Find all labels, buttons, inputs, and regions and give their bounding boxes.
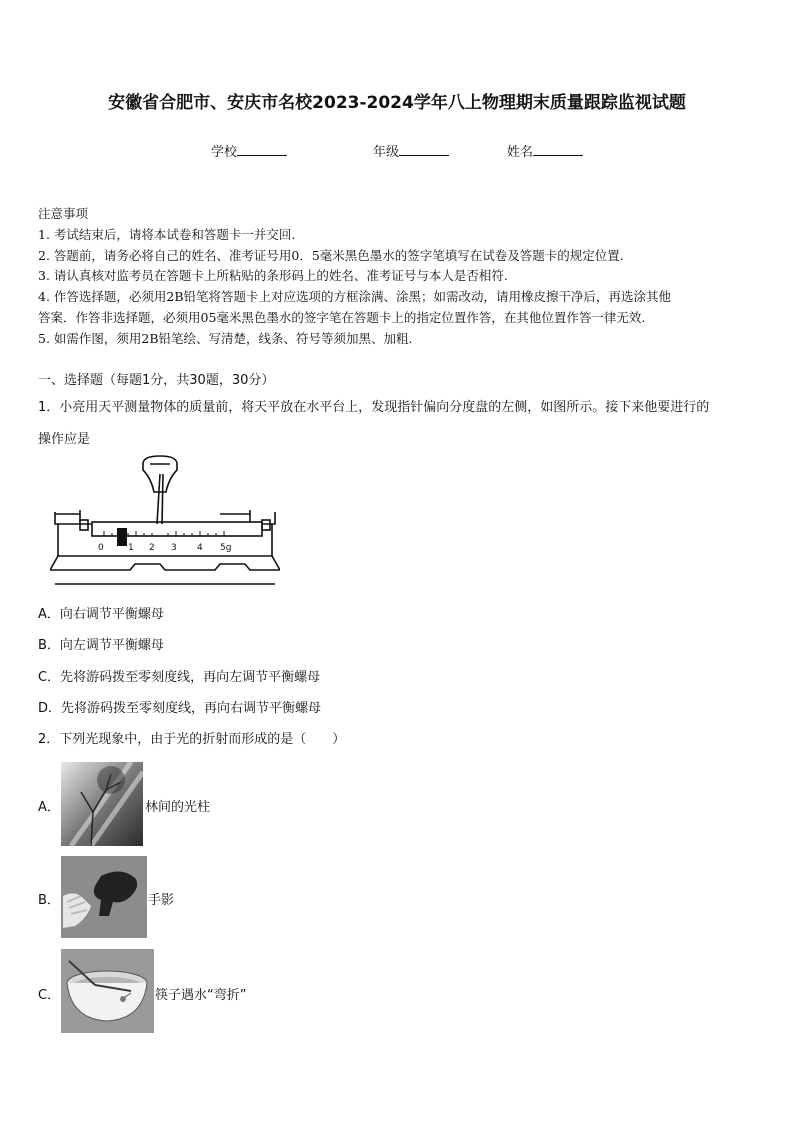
q2-option-c-label: 筷子遇水“弯折” <box>155 988 247 1003</box>
q1-stem-line1: 1．小亮用天平测量物体的质量前，将天平放在水平台上，发现指针偏向分度盘的左侧，如图所示。接下来他要进行的 <box>38 400 710 415</box>
notice-item-1: 1. 考试结束后，请将本试卷和答题卡一并交回. <box>38 227 296 242</box>
name-blank <box>533 143 583 156</box>
q1-option-c: C．先将游码拨至零刻度线，再向左调节平衡螺母 <box>38 670 321 685</box>
q2-option-b-label: 手影 <box>148 893 175 908</box>
school-field <box>211 141 287 160</box>
scale-tick-4: 4 <box>197 543 203 553</box>
school-blank <box>237 143 287 156</box>
notice-heading: 注意事项 <box>38 206 89 221</box>
scale-tick-2: 2 <box>149 543 155 553</box>
notice-item-5: 5. 如需作图，须用2B铅笔绘、写清楚，线条、符号等须加黑、加粗. <box>38 331 413 346</box>
q1-option-d: D．先将游码拨至零刻度线，再向右调节平衡螺母 <box>38 701 322 716</box>
balance-figure <box>50 452 280 588</box>
q1-stem-line2: 操作应是 <box>38 432 91 447</box>
name-field <box>507 141 583 160</box>
school-label: 学校 <box>211 145 238 160</box>
notice-item-2: 2. 答题前，请务必将自己的姓名、准考证号用0．5毫米黑色墨水的签字笔填写在试卷及答题卡的规定位置. <box>38 248 624 263</box>
scale-tick-3: 3 <box>171 543 177 553</box>
scale-tick-5: 5g <box>220 543 232 553</box>
q1-option-a: A．向右调节平衡螺母 <box>38 607 164 622</box>
page-title: 安徽省合肥市、安庆市名校2023-2024学年八上物理期末质量跟踪监视试题 <box>108 93 686 113</box>
notice-item-3: 3. 请认真核对监考员在答题卡上所粘贴的条形码上的姓名、准考证号与本人是否相符. <box>38 268 508 283</box>
notice-item-4-cont: 答案．作答非选择题，必须用05毫米黑色墨水的签字笔在答题卡上的指定位置作答，在其他位置作答一律无效. <box>38 310 646 325</box>
hand-shadow-photo <box>61 856 147 938</box>
grade-blank <box>399 143 449 156</box>
scale-tick-1: 1 <box>128 543 134 553</box>
q2-option-c-letter: C． <box>38 988 61 1003</box>
q2-option-a-letter: A． <box>38 800 60 815</box>
forest-light-photo <box>61 762 143 846</box>
section-heading: 一、选择题（每题1分，共30题，30分） <box>38 373 275 388</box>
chopsticks-bowl-photo <box>61 949 154 1033</box>
notice-item-4: 4. 作答选择题，必须用2B铅笔将答题卡上对应选项的方框涂满、涂黑；如需改动，请用橡皮擦干净后，再选涂其他 <box>38 289 672 304</box>
grade-label: 年级 <box>373 145 400 160</box>
scale-tick-0: 0 <box>98 543 104 553</box>
q2-option-b-letter: B． <box>38 893 60 908</box>
q2-stem: 2．下列光现象中，由于光的折射而形成的是（ ） <box>38 732 346 747</box>
q1-option-b: B．向左调节平衡螺母 <box>38 638 164 653</box>
q2-option-a-label: 林间的光柱 <box>145 800 211 815</box>
grade-field <box>373 141 449 160</box>
name-label: 姓名 <box>507 145 534 160</box>
